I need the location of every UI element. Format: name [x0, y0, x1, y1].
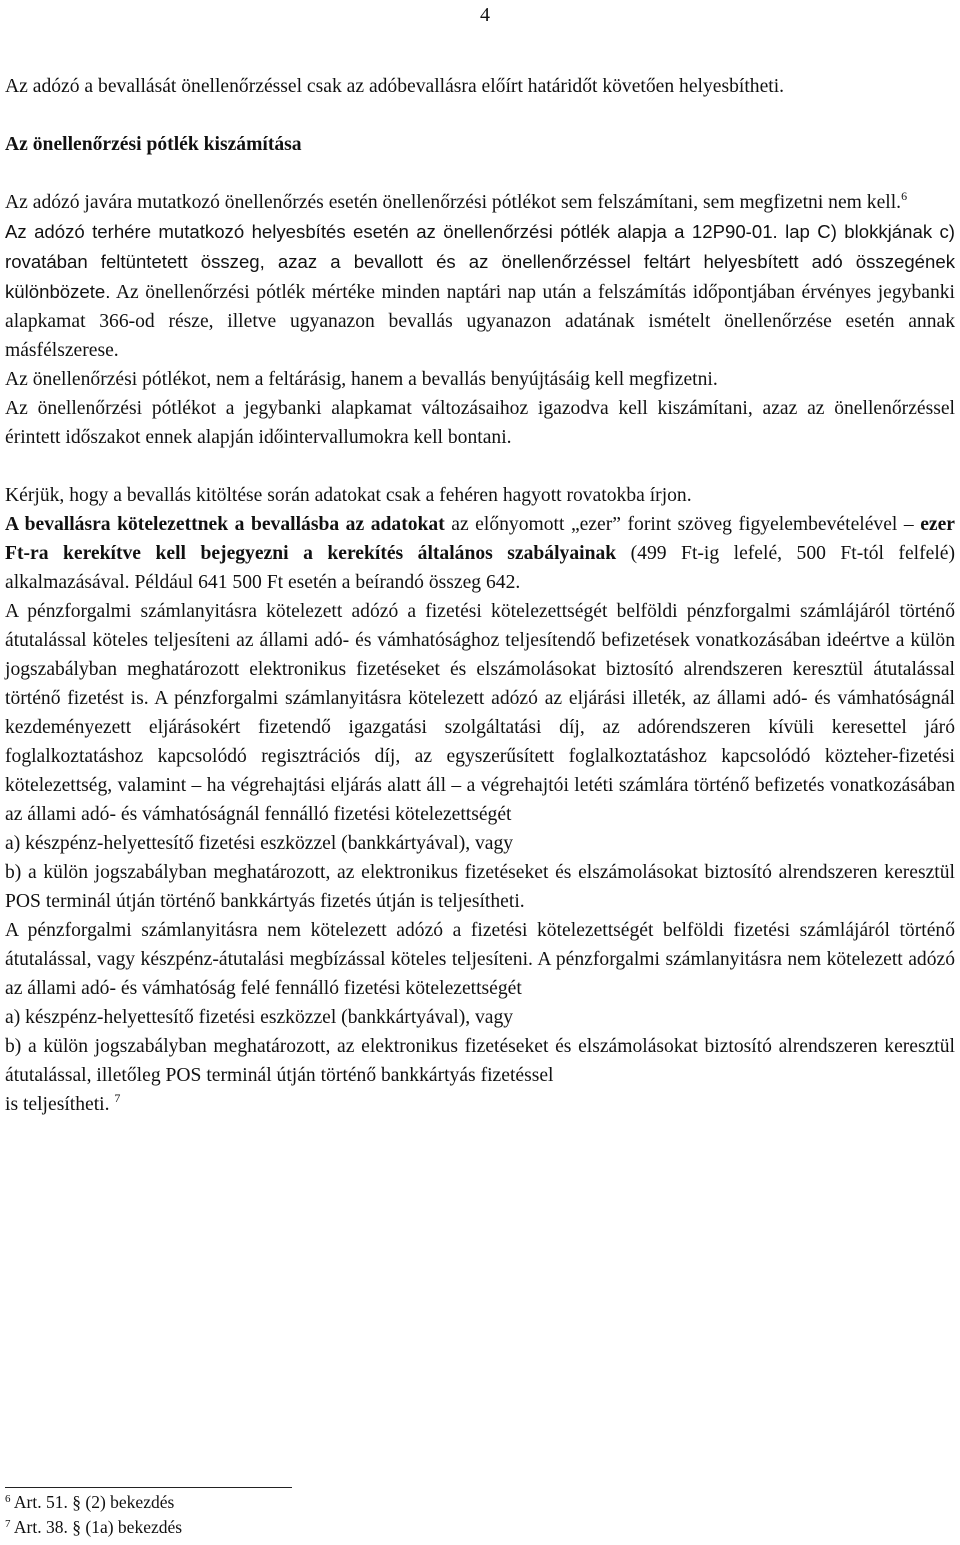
footnote — [5, 1516, 182, 1538]
paragraph: Az önellenőrzési pótlékot a jegybanki alapkamat változásaihoz igazodva kell kiszámítani, azaz az önellenőrzéssel érintett időszakot ennek alapján időintervallumokra kell bontani. — [5, 398, 955, 448]
paragraph — [5, 188, 955, 365]
list-item: b) a külön jogszabályban meghatározott, az elektronikus fizetéseket és elszámolásokat biztosító alrendszeren keresztül POS terminál útján történő bankkártyás fizetés útján is teljesítheti. — [5, 862, 955, 912]
paragraph-text-sans: Az adózó terhére mutatkozó helyesbítés esetén az önellenőrzési pótlék alapja a 12P90-01. lap C) blokkjának c) rovatában feltüntetett összeg, azaz a bevallott és az önellenőrzéssel feltárt helyesbített adó összegének különbözete. — [5, 221, 955, 302]
footnote-ref[interactable]: 6 — [901, 189, 908, 203]
section-heading: Az önellenőrzési pótlék kiszámítása — [5, 134, 302, 155]
page-number: 4 — [480, 4, 490, 26]
document-body — [5, 72, 955, 1119]
paragraph: A pénzforgalmi számlanyitásra kötelezett adózó a fizetési kötelezettségét belföldi pénzforgalmi számlájáról történő átutalással köteles teljesíteni az állami adó- és vámhatósághoz teljesítendő befizetések vonatkozásában ideértve a külön jogszabályban meghatározott elektronikus fizetéseket és elszámolásokat biztosító alrendszeren keresztül átutalással történő fizetést is. A pénzforgalmi számlanyitásra kötelezett adózó az eljárási illeték, az állami adó- és vámhatóságnál kezdeményezett eljárásokért fizetendő igazgatási szolgáltatási díj, az adórendszeren kívüli keresettel járó foglalkoztatáshoz kapcsolódó regisztrációs díj, az egyszerűsített foglalkoztatáshoz kapcsolódó közteher-fizetési kötelezettség, valamint – ha végrehajtási eljárás alatt áll – a végrehajtói letéti számlára történő befizetés vonatkozásában az állami adó- és vámhatóságnál fennálló fizetési kötelezettségét — [5, 601, 955, 825]
footnote-text: Art. 51. § (2) bekezdés — [13, 1492, 175, 1512]
bold-text: A bevallásra kötelezettnek a bevallásba az adatokat — [5, 514, 445, 535]
paragraph-text: (499 Ft-ig lefelé, 500 Ft-tól felfelé) alkalmazásával. Például 641 500 Ft esetén a beírandó összeg 642. — [5, 543, 955, 593]
paragraph — [5, 1090, 955, 1119]
bold-text: ezer Ft-ra kerekítve kell bejegyezni a kerekítés általános szabályainak — [5, 514, 955, 564]
paragraph-text: az előnyomott „ezer” forint szöveg figyelembevételével – — [444, 514, 921, 535]
list-item: a) készpénz-helyettesítő fizetési eszközzel (bankkártyával), vagy — [5, 1007, 514, 1028]
paragraph — [5, 510, 955, 597]
paragraph-text: is teljesítheti. — [5, 1094, 110, 1115]
paragraph-text: Az önellenőrzési pótlék mértéke minden naptári nap után a felszámítás időpontjában érvényes jegybanki alapkamat 366-od része, illetve ugyanazon bevallás ugyanazon adatának ismételt önellenőrzése esetén annak másfélszerese. — [5, 282, 955, 361]
paragraph: Az adózó a bevallását önellenőrzéssel csak az adóbevallásra előírt határidőt követően helyesbítheti. — [5, 76, 785, 97]
footnote-text: Art. 38. § (1a) bekezdés — [13, 1517, 183, 1537]
list-item: b) a külön jogszabályban meghatározott, az elektronikus fizetéseket és elszámolásokat biztosító alrendszeren keresztül átutalással, illetőleg POS terminál útján történő bankkártyás fizetéssel — [5, 1036, 955, 1086]
footnote-ref[interactable]: 7 — [114, 1091, 121, 1105]
paragraph: Kérjük, hogy a bevallás kitöltése során adatokat csak a fehéren hagyott rovatokba írjon. — [5, 485, 692, 506]
footnote-number: 7 — [5, 1518, 11, 1530]
footnote-number: 6 — [5, 1493, 11, 1505]
footnote-divider — [5, 1487, 292, 1488]
paragraph: A pénzforgalmi számlanyitásra nem kötelezett adózó a fizetési kötelezettségét belföldi fizetési számlájáról történő átutalással, vagy készpénz-átutalási megbízással köteles teljesíteni. A pénzforgalmi számlanyitásra nem kötelezett adózó az állami adó- és vámhatóság felé fennálló fizetési kötelezettségét — [5, 920, 955, 999]
paragraph-text: Az adózó javára mutatkozó önellenőrzés esetén önellenőrzési pótlékot sem felszámítani, sem megfizetni nem kell. — [5, 192, 902, 213]
list-item: a) készpénz-helyettesítő fizetési eszközzel (bankkártyával), vagy — [5, 833, 514, 854]
paragraph: Az önellenőrzési pótlékot, nem a feltárásig, hanem a bevallás benyújtásáig kell megfizetni. — [5, 369, 718, 390]
footnote — [5, 1491, 174, 1513]
